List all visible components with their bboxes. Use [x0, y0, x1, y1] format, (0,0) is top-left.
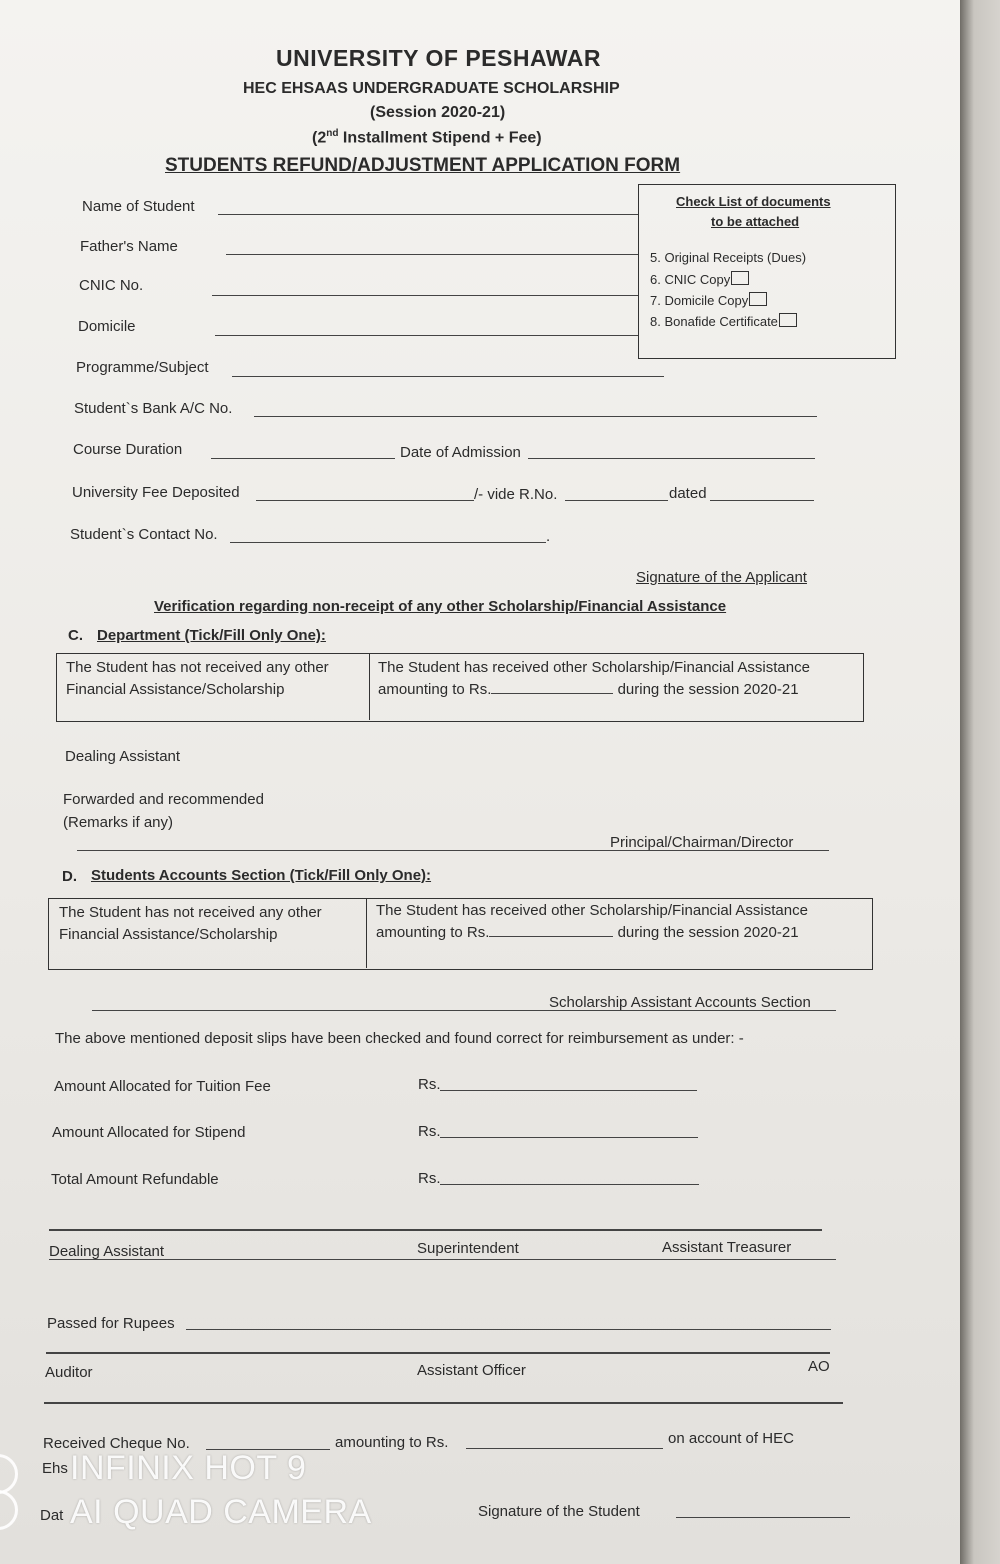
passed-amount-field[interactable]: [186, 1329, 831, 1330]
reimbursement-statement: The above mentioned deposit slips have been checked and found correct for reimbursement as under: -: [55, 1030, 744, 1047]
forwarded-label: Forwarded and recommended: [63, 791, 264, 808]
fee-amount-field[interactable]: [256, 500, 474, 501]
scholarship-assistant-label: Scholarship Assistant Accounts Section: [549, 994, 811, 1011]
admission-label: Date of Admission: [400, 444, 521, 461]
cheque-no-label: Received Cheque No.: [43, 1435, 190, 1452]
signature-applicant-label: Signature of the Applicant: [636, 569, 807, 586]
father-field[interactable]: [226, 254, 638, 255]
acc-amount-field[interactable]: [489, 922, 613, 937]
watermark-line2: AI QUAD CAMERA: [70, 1493, 372, 1531]
receipt-no-field[interactable]: [565, 500, 668, 501]
acc-not-received-option[interactable]: The Student has not received any other Financial Assistance/Scholarship: [59, 904, 322, 943]
checklist-item-domicile: 7. Domicile Copy: [650, 292, 767, 308]
dept-not-received-option[interactable]: The Student has not received any other Financial Assistance/Scholarship: [66, 659, 329, 698]
total-label: Total Amount Refundable: [51, 1171, 219, 1188]
remarks-label: (Remarks if any): [63, 814, 174, 831]
checklist-item-cnic: 6. CNIC Copy: [650, 271, 749, 287]
stipend-rs-label: Rs.: [418, 1123, 441, 1140]
checklist-title-line2: to be attached: [711, 214, 800, 229]
accounts-table-divider: [366, 898, 367, 968]
dept-amount-field[interactable]: [491, 679, 613, 694]
paper-edge-shadow: [960, 0, 1000, 1564]
signatory-assistant-treasurer: Assistant Treasurer: [662, 1239, 792, 1256]
ao-label: AO: [808, 1358, 830, 1375]
department-section-heading: Department (Tick/Fill Only One):: [97, 627, 326, 644]
checklist-item-bonafide: 8. Bonafide Certificate: [650, 313, 797, 329]
name-label: Name of Student: [82, 198, 195, 215]
signature-student-field[interactable]: [676, 1517, 850, 1518]
on-account-label: on account of HEC: [668, 1430, 794, 1447]
dated-label: dated: [669, 485, 707, 502]
signature-student-label: Signature of the Student: [478, 1503, 640, 1520]
assistant-officer-label: Assistant Officer: [417, 1362, 526, 1379]
university-title: UNIVERSITY OF PESHAWAR: [276, 45, 601, 71]
dept-dealing-assistant-label: Dealing Assistant: [65, 748, 181, 765]
total-amount-field[interactable]: [440, 1184, 699, 1185]
contact-label: Student`s Contact No.: [70, 526, 218, 543]
checklist-title-line1: Check List of documents: [676, 194, 831, 209]
stipend-amount-field[interactable]: [440, 1137, 698, 1138]
department-table-divider: [369, 653, 370, 720]
date-partial-label: Dat: [40, 1507, 64, 1524]
acc-received-option[interactable]: The Student has received other Scholarship/Financial Assistance amounting to Rs. during the session 2020-21: [376, 902, 808, 941]
programme-label: Programme/Subject: [76, 359, 209, 376]
checklist-item-receipts: 5. Original Receipts (Dues): [650, 250, 807, 265]
programme-field[interactable]: [232, 376, 664, 377]
watermark-line1: INFINIX HOT 9: [70, 1449, 307, 1487]
signatories-line[interactable]: [49, 1229, 822, 1231]
installment-label: (2nd Installment Stipend + Fee): [312, 128, 542, 147]
signatory-dealing-assistant: Dealing Assistant: [49, 1243, 165, 1260]
duration-field[interactable]: [211, 458, 395, 459]
vide-label: /- vide R.No.: [474, 486, 558, 503]
dept-received-option[interactable]: The Student has received other Scholarship/Financial Assistance amounting to Rs. during the session 2020-21: [378, 659, 810, 698]
principal-label: Principal/Chairman/Director: [610, 834, 794, 851]
department-section-letter: C.: [68, 627, 83, 644]
bank-label: Student`s Bank A/C No.: [74, 400, 233, 417]
contact-field[interactable]: [230, 542, 546, 543]
audit-signature-line[interactable]: [46, 1352, 830, 1354]
domicile-field[interactable]: [215, 335, 638, 336]
verification-heading: Verification regarding non-receipt of any other Scholarship/Financial Assistance: [154, 598, 727, 615]
domicile-label: Domicile: [78, 318, 136, 335]
scholarship-title: HEC EHSAAS UNDERGRADUATE SCHOLARSHIP: [243, 80, 620, 97]
signatories-underline: [49, 1259, 836, 1260]
name-field[interactable]: [218, 214, 638, 215]
ehsaas-partial-label: Ehs: [42, 1460, 68, 1477]
father-label: Father's Name: [80, 238, 178, 255]
total-rs-label: Rs.: [418, 1170, 441, 1187]
session-label: (Session 2020-21): [370, 104, 506, 121]
signatory-superintendent: Superintendent: [417, 1240, 519, 1257]
cnic-field[interactable]: [212, 295, 638, 296]
passed-for-rupees-label: Passed for Rupees: [47, 1315, 175, 1332]
duration-label: Course Duration: [73, 441, 183, 458]
admission-field[interactable]: [528, 458, 815, 459]
cnic-label: CNIC No.: [79, 277, 144, 294]
contact-end-dot: .: [546, 528, 551, 545]
domicile-checkbox[interactable]: [749, 292, 767, 306]
dated-field[interactable]: [710, 500, 814, 501]
fee-deposited-label: University Fee Deposited: [72, 484, 240, 501]
bank-field[interactable]: [254, 416, 817, 417]
cnic-checkbox[interactable]: [731, 271, 749, 285]
cheque-amount-label: amounting to Rs.: [335, 1434, 449, 1451]
tuition-label: Amount Allocated for Tuition Fee: [54, 1078, 271, 1095]
accounts-section-letter: D.: [62, 868, 77, 885]
stipend-label: Amount Allocated for Stipend: [52, 1124, 246, 1141]
tuition-rs-label: Rs.: [418, 1076, 441, 1093]
accounts-section-heading: Students Accounts Section (Tick/Fill Only One):: [91, 867, 432, 884]
cheque-amount-field[interactable]: [466, 1448, 663, 1449]
form-title: STUDENTS REFUND/ADJUSTMENT APPLICATION FORM: [165, 155, 681, 176]
tuition-amount-field[interactable]: [440, 1090, 697, 1091]
bonafide-checkbox[interactable]: [779, 313, 797, 327]
ao-divider-line: [44, 1402, 843, 1404]
auditor-label: Auditor: [45, 1364, 93, 1381]
